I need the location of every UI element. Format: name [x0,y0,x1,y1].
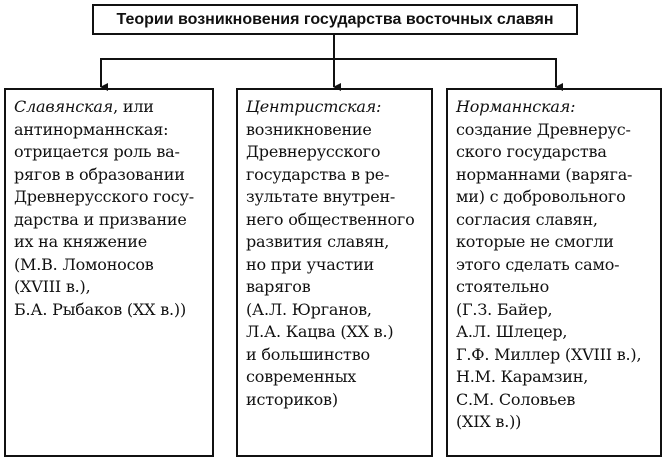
connector-lines [0,0,666,100]
card-line: ми) с добровольного [456,187,626,206]
theory-card-centrist [236,88,433,457]
card-line: норманнами (варяга- [456,164,633,184]
theory-card-slavic [4,88,214,457]
card-line: возникновение [246,119,372,139]
card-line: отрицается роль ва- [14,142,180,161]
card-line: Г.Ф. Миллер (XVIII в.), [456,344,642,364]
card-line: (Г.З. Байер, [456,299,553,319]
card-line: С.М. Соловьев [456,389,576,409]
card-line: развития славян, [246,232,390,251]
card-line: Н.М. Карамзин, [456,367,589,386]
card-line: А.Л. Шлецер, [456,322,568,341]
card-line: создание Древнерус- [456,119,631,139]
card-line: ского государства [456,142,607,161]
theory-heading: Центристская: [246,97,382,116]
card-line: Древнерусского [246,142,381,161]
card-line: Древнерусского госу- [14,187,194,206]
card-line: зультате внутрен- [246,187,396,206]
card-line: антинорманнская: [14,119,169,139]
card-line: Л.А. Кацва (XX в.) [246,322,394,341]
card-line: этого сделать само- [456,254,620,274]
theory-heading: Норманнская: [456,97,576,116]
card-line: него общественного [246,209,415,229]
card-line: и большинство [246,344,370,364]
card-line: (XIX в.)) [456,412,522,431]
card-line: согласия славян, [456,209,598,229]
card-line [456,96,654,119]
card-line [246,96,425,119]
theory-heading: Славянская [14,97,114,116]
card-line: современных [246,367,357,386]
diagram-title-text: Теории возникновения государства восточных славян [116,10,554,28]
card-line: рягов в образовании [14,164,185,184]
card-line: их на княжение [14,232,148,251]
card-line: (XVIII в.), [14,277,91,296]
card-line: (М.В. Ломоносов [14,254,154,274]
card-line: дарства и призвание [14,209,187,229]
heading-suffix: , или [113,97,154,116]
card-line: но при участии [246,254,374,274]
card-line: (А.Л. Юрганов, [246,299,372,319]
card-line: которые не смогли [456,232,614,251]
card-line: государства в ре- [246,164,390,184]
card-line: стоятельно [456,277,550,296]
card-line: историков) [246,389,338,409]
theory-card-norman [446,88,662,457]
card-line: Б.А. Рыбаков (XX в.)) [14,299,187,319]
card-line [14,96,206,119]
card-line: варягов [246,277,311,296]
